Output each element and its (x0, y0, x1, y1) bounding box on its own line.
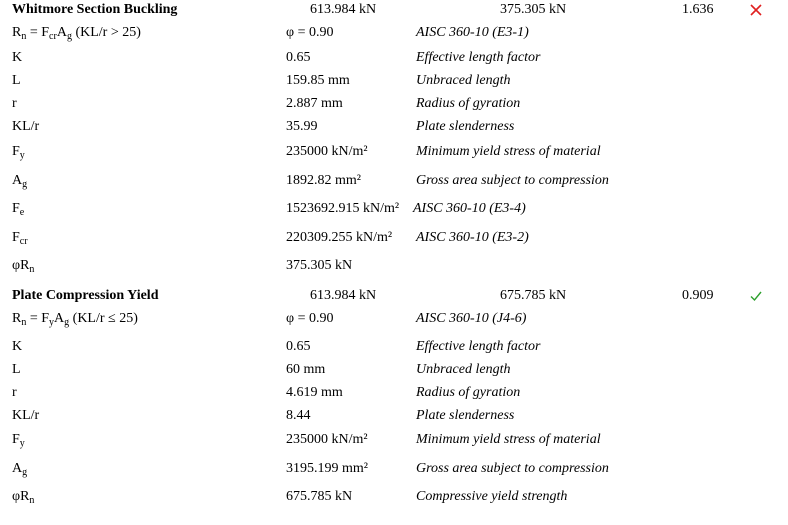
param-symbol (12, 385, 17, 402)
param-description: AISC 360-10 (E3-2) (416, 230, 529, 245)
demand-value: 613.984 kN (310, 288, 377, 303)
param-row (0, 201, 788, 223)
subscript: y (49, 317, 55, 328)
text: A (56, 25, 67, 40)
text: (KL/r ≤ 25) (69, 311, 138, 326)
param-row (0, 339, 788, 361)
text: L (12, 73, 21, 88)
subscript: y (19, 438, 25, 449)
text: F (12, 201, 20, 216)
section-title: Whitmore Section Buckling (12, 2, 178, 17)
param-row (0, 408, 788, 430)
param-value: 60 mm (286, 362, 326, 377)
param-description: Effective length factor (416, 50, 541, 65)
param-row (0, 258, 788, 280)
subscript: n (29, 495, 35, 506)
param-description: Radius of gyration (416, 96, 521, 111)
text: φR (12, 489, 30, 504)
param-row (0, 362, 788, 384)
text: F (12, 144, 20, 159)
param-description: Gross area subject to compression (416, 173, 609, 188)
text: φR (12, 258, 30, 273)
text: R (12, 311, 22, 326)
param-row (0, 461, 788, 483)
param-symbol (12, 201, 24, 218)
phi-reference: AISC 360-10 (E3-1) (416, 25, 529, 40)
phi-value: φ = 0.90 (286, 311, 334, 326)
param-symbol (12, 258, 34, 275)
subscript: g (66, 31, 72, 42)
subscript: n (21, 317, 27, 328)
subscript: e (19, 207, 25, 218)
text: L (12, 362, 21, 377)
subscript: n (21, 31, 27, 42)
phi-value: φ = 0.90 (286, 25, 334, 40)
param-symbol (12, 408, 39, 425)
text: K (12, 50, 23, 65)
text: r (12, 96, 17, 111)
text: r (12, 385, 17, 400)
param-value: 3195.199 mm² (286, 461, 368, 476)
equation-row (0, 311, 788, 333)
param-symbol (12, 362, 21, 379)
param-value: 8.44 (286, 408, 311, 423)
param-value: 35.99 (286, 119, 318, 134)
text: F (12, 432, 20, 447)
param-description: Minimum yield stress of material (416, 144, 601, 159)
phi-reference: AISC 360-10 (J4-6) (416, 311, 527, 326)
section-header (0, 288, 788, 310)
text: R (12, 25, 22, 40)
text: = F (26, 25, 50, 40)
param-symbol (12, 50, 22, 67)
capacity-value: 675.785 kN (500, 288, 567, 303)
param-description: AISC 360-10 (E3-4) (413, 201, 526, 216)
ratio-value: 0.909 (682, 288, 714, 303)
text: KL/r (12, 408, 40, 423)
param-row (0, 173, 788, 195)
text: A (12, 173, 23, 188)
param-row (0, 144, 788, 166)
cross-icon (748, 2, 764, 18)
param-description: Gross area subject to compression (416, 461, 609, 476)
param-value: 235000 kN/m² (286, 144, 368, 159)
param-description: Unbraced length (416, 73, 511, 88)
param-value: 159.85 mm (286, 73, 350, 88)
param-row (0, 489, 788, 511)
param-symbol (12, 432, 25, 449)
text: K (12, 339, 23, 354)
subscript: cr (49, 31, 57, 42)
param-row (0, 230, 788, 252)
demand-value: 613.984 kN (310, 2, 377, 17)
param-symbol (12, 119, 39, 136)
param-description: Compressive yield strength (416, 489, 568, 504)
check-icon (748, 288, 764, 304)
subscript: n (29, 264, 35, 275)
subscript: cr (19, 236, 28, 247)
text: F (12, 230, 20, 245)
subscript: g (64, 317, 70, 328)
param-value: 4.619 mm (286, 385, 343, 400)
param-value: 2.887 mm (286, 96, 343, 111)
param-row (0, 73, 788, 95)
text: (KL/r > 25) (71, 25, 141, 40)
param-row (0, 50, 788, 72)
param-value: 1892.82 mm² (286, 173, 361, 188)
param-symbol (12, 173, 27, 190)
equation (12, 25, 141, 42)
param-symbol (12, 339, 22, 356)
section-header (0, 2, 788, 24)
param-symbol (12, 73, 21, 90)
param-row (0, 432, 788, 454)
text: KL/r (12, 119, 40, 134)
param-value: 675.785 kN (286, 489, 353, 504)
param-row (0, 96, 788, 118)
param-row (0, 385, 788, 407)
param-description: Effective length factor (416, 339, 541, 354)
text: = F (26, 311, 50, 326)
subscript: y (19, 150, 25, 161)
param-row (0, 119, 788, 141)
subscript: g (22, 467, 28, 478)
param-description: Minimum yield stress of material (416, 432, 601, 447)
text: A (54, 311, 65, 326)
param-symbol (12, 144, 25, 161)
equation-row (0, 25, 788, 47)
param-symbol (12, 461, 27, 478)
param-symbol (12, 96, 17, 113)
param-symbol (12, 489, 34, 506)
param-value: 220309.255 kN/m² (286, 230, 393, 245)
param-value: 0.65 (286, 339, 311, 354)
section-title: Plate Compression Yield (12, 288, 159, 303)
param-value: 235000 kN/m² (286, 432, 368, 447)
param-value: 1523692.915 kN/m² (286, 201, 400, 216)
param-symbol (12, 230, 28, 247)
param-description: Unbraced length (416, 362, 511, 377)
param-description: Plate slenderness (416, 119, 515, 134)
param-value: 0.65 (286, 50, 311, 65)
subscript: g (22, 179, 28, 190)
param-description: Plate slenderness (416, 408, 515, 423)
param-value: 375.305 kN (286, 258, 353, 273)
capacity-value: 375.305 kN (500, 2, 567, 17)
text: A (12, 461, 23, 476)
equation (12, 311, 138, 328)
param-description: Radius of gyration (416, 385, 521, 400)
ratio-value: 1.636 (682, 2, 714, 17)
